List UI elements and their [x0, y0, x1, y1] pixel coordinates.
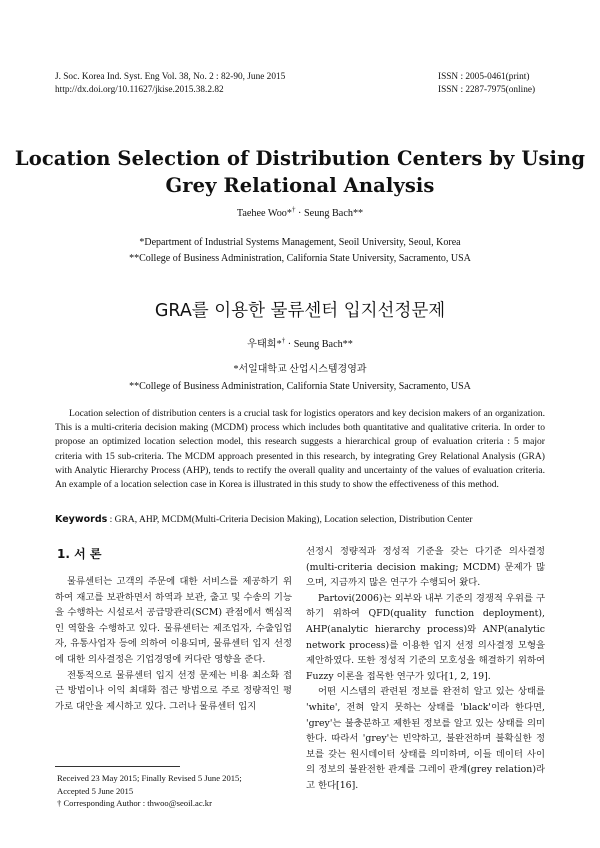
keywords-text: GRA, AHP, MCDM(Multi-Criteria Decision Making), Location selection, Distribution Center	[114, 515, 473, 525]
corresponding-mark: †	[292, 205, 296, 214]
corresponding-mark-ko: †	[281, 336, 286, 345]
received-date: Received 23 May 2015; Finally Revised 5 June 2015;	[57, 773, 242, 783]
paragraph: 물류센터는 고객의 주문에 대한 서비스를 제공하기 위하여 재고를 보관하면서 하역과 보관, 출고 및 수송의 기능을 수행하는 시설로서 공급망관리(SCM) 관점에서 핵심적인 역할을 수행하고 있다. 물류센터는 제조업자, 수출입업자, 유통사업자 등에 의하여 이용되며, 물류센터 입지 선정에 대한 의사결정은 기업경영에 커다란 영향을 준다.	[55, 576, 292, 665]
issn-print: ISSN : 2005-0461(print)	[438, 72, 530, 82]
paragraph: 전통적으로 물류센터 입지 선정 문제는 비용 최소화 접근 방법이나 이익 최대화 접근 방법으로 주로 정량적인 평가로 대안을 제시하고 있다. 그러나 물류센터 입지	[55, 669, 292, 712]
authors-ko: 우태희*† · Seung Bach**	[247, 336, 353, 350]
accepted-date: Accepted 5 June 2015	[57, 785, 134, 796]
issn-online: ISSN : 2287-7975(online)	[438, 84, 536, 95]
footnote-rule	[55, 766, 180, 767]
paper-title-ko: GRA를 이용한 물류센터 입지선정문제	[154, 301, 446, 321]
right-column	[306, 544, 545, 794]
journal-line: J. Soc. Korea Ind. Syst. Eng Vol. 38, No. 2 : 82-90, June 2015	[55, 72, 286, 82]
keywords-label: Keywords	[55, 514, 108, 525]
journal-citation	[55, 71, 285, 96]
title-line-2: Grey Relational Analysis	[165, 174, 435, 197]
authors-en: Taehee Woo*† · Seung Bach**	[236, 205, 364, 219]
title-line-1: Location Selection of Distribution Centers by Using	[14, 147, 586, 170]
abstract: Location selection of distribution centers is a crucial task for logistics operators and key decision makers of an organization. This is a multi-criteria decision making (MCDM) process which includes both quantitative and qualitative criteria. In order to propose an optimized location selection model, this research suggests a hierarchical group of evaluation criteria : 5 major criteria with 15 sub-criteria. The MCDM approach presented in this research, by integrating Grey Relational Analysis (GRA) with Analytic Hierarchy Process (AHP), tends to rectify the overall quality and uncertainty of the values of evaluation criteria. An example of a location selection case in Korea is illustrated in this study to show the effectiveness of this method.	[55, 408, 545, 491]
affiliations-ko: *서일대학교 산업시스템경영과 **College of Business Administration, California State University, Sacramento, USA	[129, 364, 471, 392]
section-heading: 1. 서 론	[57, 547, 102, 561]
doi-link[interactable]: http://dx.doi.org/10.11627/jkise.2015.38.2.82	[55, 84, 224, 95]
paragraph: 어떤 시스템의 관련된 정보를 완전히 알고 있는 상태를 'white', 전혀 알지 못하는 상태를 'black'이라 한다면, 'grey'는 불충분하고 제한된 정보를 알고 있는 상태를 의미한다. 따라서 'grey'는 빈약하고, 불완전하며 불확실한 정보를 갖는 원시데이터 상태를 의미하며, 이들 데이터 사이의 정보의 불완전한 관계를 그레이 관계(grey relation)라고 한다[16].	[306, 686, 545, 791]
paper-title-en	[0, 145, 600, 199]
keywords: Keywords : GRA, AHP, MCDM(Multi-Criteria Decision Making), Location selection, Distribution Center	[55, 514, 473, 525]
left-column	[55, 574, 292, 714]
paragraph: 선정시 정량적과 정성적 기준을 갖는 다기준 의사결정(multi-criteria decision making; MCDM) 문제가 많으며, 지금까지 많은 연구가 수행되어 왔다.	[306, 546, 545, 589]
issn-block	[438, 71, 535, 96]
footnote	[57, 772, 242, 810]
paragraph: Partovi(2006)는 외부와 내부 기준의 경쟁적 우위를 구하기 위하여 QFD(quality function deployment), AHP(analytic hierarchy process)와 ANP(analytic network process)를 이용한 입지 선정 의사결정 모형을 제안하였다. 또한 정성적 기준의 모호성을 해결하기 위하여 Fuzzy 이론을 접목한 연구가 있다[1, 2, 19].	[306, 592, 545, 682]
affiliations-en: *Department of Industrial Systems Management, Seoil University, Seoul, Korea **College of Business Administration, California State University, Sacramento, USA	[129, 237, 471, 264]
corresponding-author: † Corresponding Author : thwoo@seoil.ac.kr	[57, 798, 212, 809]
